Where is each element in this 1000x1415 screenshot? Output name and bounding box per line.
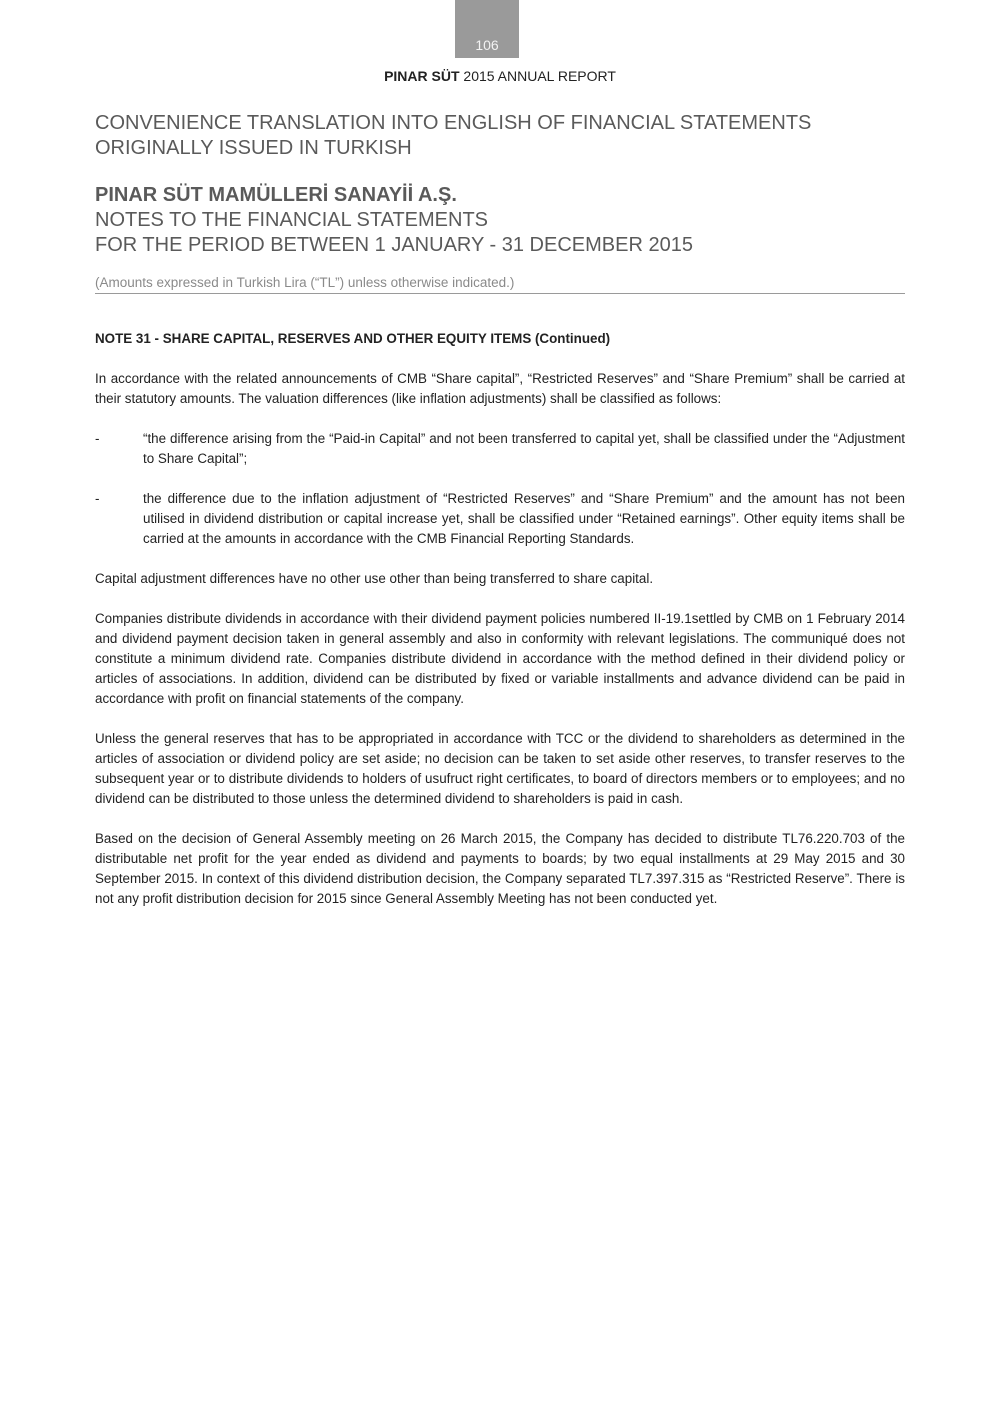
page-number: 106 bbox=[475, 37, 499, 53]
capital-adjustment-paragraph: Capital adjustment differences have no other use other than being transferred to share capital. bbox=[95, 571, 654, 586]
general-assembly-paragraph: Based on the decision of General Assembly meeting on 26 March 2015, the Company has decided to distribute TL76.220.703 of the distributable net profit for the year ended as dividend and payments to boards; by two equal installments at 29 May 2015 and 30 September 2015. In context of this dividend distribution decision, the Company separated TL7.397.315 as “Restricted Reserve”. There is not any profit distribution decision for 2015 since General Assembly Meeting has not been conducted yet. bbox=[95, 831, 905, 906]
convenience-translation-title bbox=[95, 111, 907, 161]
bullet-text: “the difference arising from the “Paid-in Capital” and not been transferred to capital yet, shall be classified under the “Adjustment to Share Capital”; bbox=[143, 431, 905, 466]
amounts-note: (Amounts expressed in Turkish Lira (“TL”) unless otherwise indicated.) bbox=[95, 274, 905, 294]
bullet-dash: - bbox=[95, 431, 100, 446]
company-name: PINAR SÜT MAMÜLLERİ SANAYİİ A.Ş. bbox=[95, 184, 457, 206]
intro-paragraph: In accordance with the related announcements of CMB “Share capital”, “Restricted Reserves” and “Share Premium” shall be carried at their statutory amounts. The valuation differences (like inflation adjustments) shall be classified as follows: bbox=[95, 371, 905, 406]
general-reserves-paragraph: Unless the general reserves that has to be appropriated in accordance with TCC or the dividend to shareholders as determined in the articles of association or dividend policy are set aside; no decision can be taken to set aside other reserves, to transfer reserves to the subsequent year or to distribute dividends to holders of usufruct right certificates, to board of directors members or to employees; and no dividend can be distributed to those unless the determined dividend to shareholders is paid in cash. bbox=[95, 731, 905, 806]
dividends-paragraph: Companies distribute dividends in accordance with their dividend payment policies numbered II-19.1settled by CMB on 1 February 2014 and dividend payment decision taken in general assembly and also in conformity with relevant legislations. The communiqué does not constitute a minimum dividend rate. Companies distribute dividend in accordance with the method defined in their dividend policy or articles of associations. In addition, dividend can be distributed by fixed or variable installments and advance dividend can be paid in accordance with profit on financial statements of the company. bbox=[95, 611, 905, 706]
bullet-text: the difference due to the inflation adjustment of “Restricted Reserves” and “Share Premium” and the amount has not been utilised in dividend distribution or capital increase yet, shall be classified under “Retained earnings”. Other equity items shall be carried at the amounts in accordance with the CMB Financial Reporting Standards. bbox=[143, 491, 905, 546]
list-item bbox=[95, 489, 905, 549]
list-item bbox=[95, 429, 905, 469]
report-brand: PINAR SÜT bbox=[384, 68, 460, 84]
report-title: 2015 ANNUAL REPORT bbox=[463, 68, 616, 84]
note-heading: NOTE 31 - SHARE CAPITAL, RESERVES AND OTHER EQUITY ITEMS (Continued) bbox=[95, 331, 611, 346]
report-header bbox=[0, 67, 1000, 85]
notes-title-line-1: NOTES TO THE FINANCIAL STATEMENTS bbox=[95, 209, 489, 231]
notes-title bbox=[95, 208, 907, 258]
page-number-tab bbox=[455, 0, 519, 58]
bullet-dash: - bbox=[95, 491, 100, 506]
convenience-title-line-2: ORIGINALLY ISSUED IN TURKISH bbox=[95, 137, 412, 159]
convenience-title-line-1: CONVENIENCE TRANSLATION INTO ENGLISH OF FINANCIAL STATEMENTS bbox=[95, 112, 812, 134]
notes-title-line-2: FOR THE PERIOD BETWEEN 1 JANUARY - 31 DECEMBER 2015 bbox=[95, 234, 693, 256]
note-content bbox=[95, 329, 905, 929]
